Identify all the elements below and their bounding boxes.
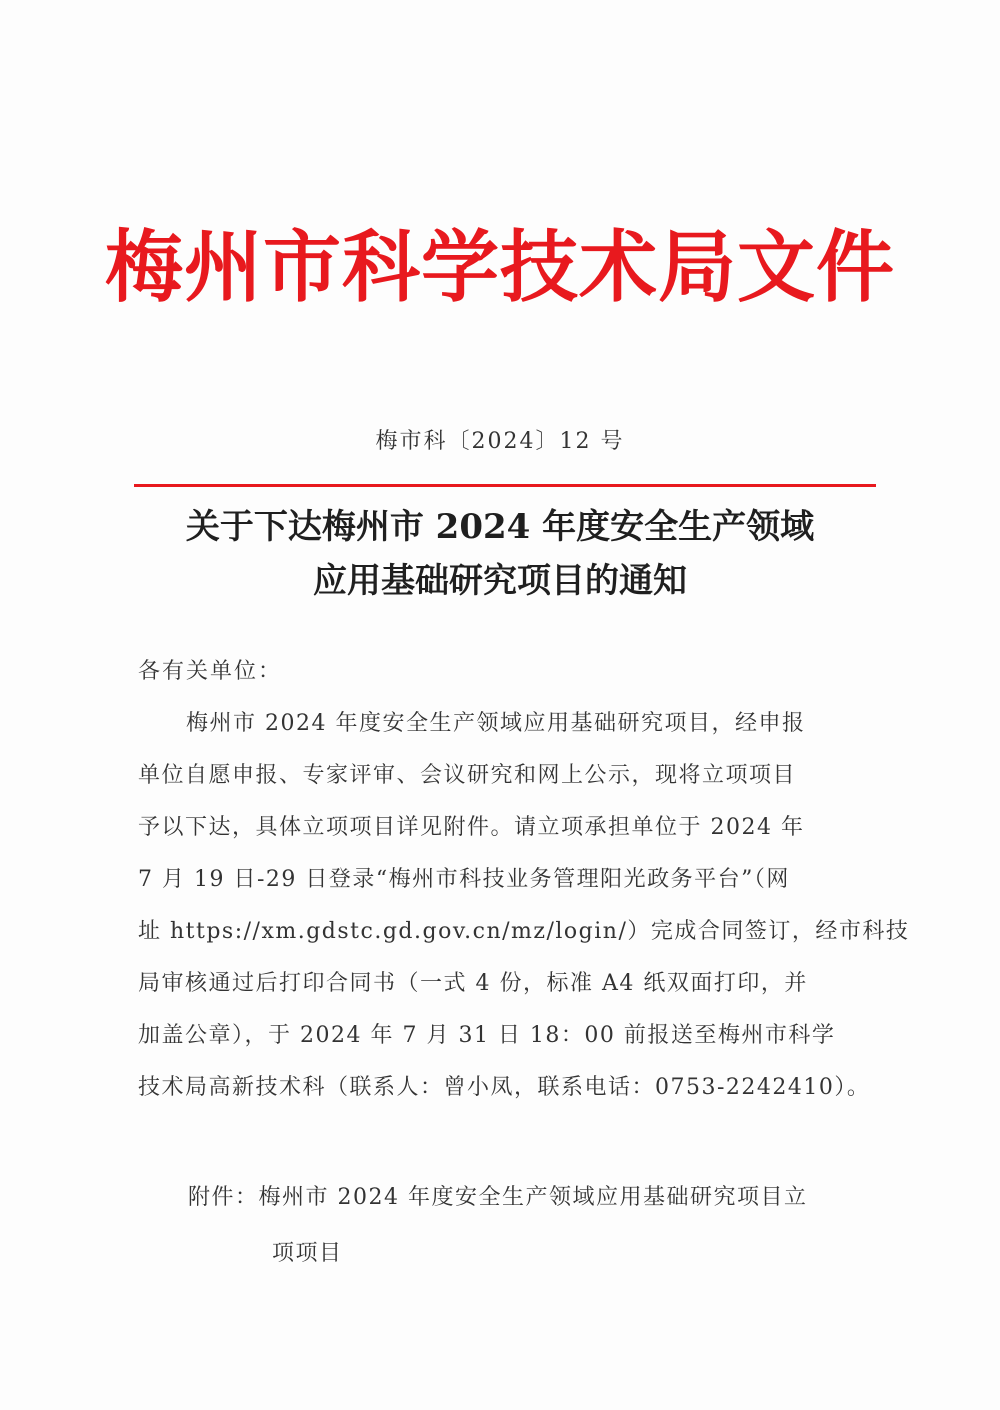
notice-subject — [0, 500, 1000, 608]
red-divider-line — [134, 484, 876, 487]
body-line: 单位自愿申报、专家评审、会议研究和网上公示，现将立项项目 — [138, 763, 797, 788]
document-header-title: 梅州市科学技术局文件 — [104, 223, 895, 313]
notice-body — [138, 698, 910, 1114]
body-line: 予以下达，具体立项项目详见附件。请立项承担单位于 2024 年 — [138, 815, 805, 840]
attachment-note — [188, 1170, 888, 1282]
body-line: 梅州市 2024 年度安全生产领域应用基础研究项目，经申报 — [186, 711, 806, 736]
document-number: 梅市科〔2024〕12 号 — [375, 429, 625, 454]
salutation: 各有关单位： — [138, 659, 283, 684]
body-line: 局审核通过后打印合同书（一式 4 份，标准 A4 纸双面打印，并 — [138, 971, 808, 996]
attachment-line-1: 附件：梅州市 2024 年度安全生产领域应用基础研究项目立 — [188, 1185, 808, 1210]
body-line: 加盖公章），于 2024 年 7 月 31 日 18：00 前报送至梅州市科学 — [138, 1023, 836, 1048]
subject-line-1: 关于下达梅州市 2024 年度安全生产领域 — [185, 507, 815, 547]
body-line: 技术局高新技术科（联系人：曾小凤，联系电话：0753-2242410）。 — [138, 1075, 871, 1100]
attachment-line-2: 项项目 — [272, 1241, 343, 1266]
body-line: 7 月 19 日-29 日登录“梅州市科技业务管理阳光政务平台”（网 — [138, 867, 790, 892]
subject-line-2: 应用基础研究项目的通知 — [313, 561, 687, 601]
body-line: 址 https://xm.gdstc.gd.gov.cn/mz/login/）完成合同签订，经市科技 — [138, 919, 910, 944]
